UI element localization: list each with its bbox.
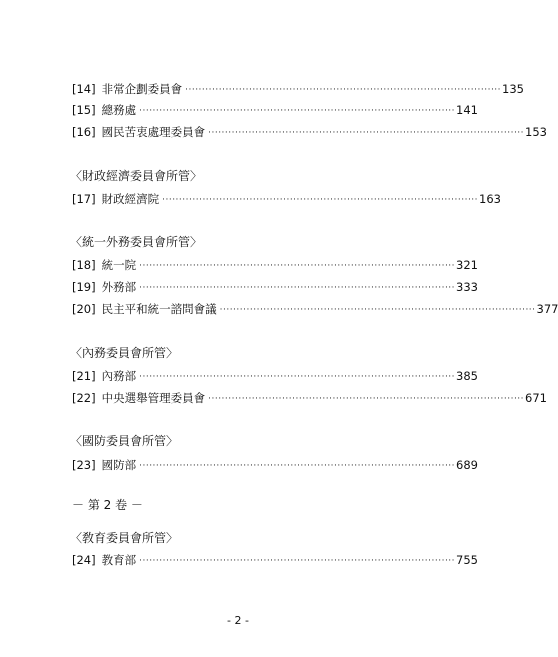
entry-title: 中央選舉管理委員會 [101,391,206,405]
entry-page: 385 [456,369,478,383]
toc-entry [72,192,501,206]
dot-leader: ······························································································ [139,261,456,271]
entry-title: 國防部 [101,458,137,472]
toc-entry [72,103,478,117]
entry-number: [18] [72,258,96,272]
section-heading: 〈國防委員會所管〉 [70,434,179,448]
entry-page: 141 [456,103,478,117]
entry-title: 統一院 [101,258,137,272]
entry-page: 135 [502,82,524,96]
entry-title: 民主平和統一諮問會議 [101,302,217,316]
entry-page: 671 [525,391,547,405]
entry-page: 377 [536,302,558,316]
section-heading: 〈財政經濟委員會所管〉 [70,169,203,183]
page-number: - 2 - [227,614,249,627]
entry-page: 689 [456,458,478,472]
dot-leader: ······························································································ [139,556,456,566]
entry-page: 333 [456,280,478,294]
section-heading: 〈統一外務委員會所管〉 [70,235,203,249]
entry-title: 財政經濟院 [101,192,160,206]
entry-number: [19] [72,280,96,294]
entry-number: [22] [72,391,96,405]
entry-title: 非常企劃委員會 [101,82,183,96]
toc-entry [72,391,547,405]
toc-entry [72,553,478,567]
toc-entry [72,369,478,383]
entry-number: [16] [72,125,96,139]
entry-title: 外務部 [101,280,137,294]
toc-entry [72,258,478,272]
entry-page: 163 [479,192,501,206]
entry-number: [23] [72,458,96,472]
dot-leader: ······························································································ [139,283,456,293]
dot-leader: ······························································································ [139,461,456,471]
dot-leader: ······························································································ [139,372,456,382]
volume-label: － 第 2 卷 － [72,498,143,512]
entry-title: 總務處 [101,103,137,117]
entry-number: [24] [72,553,96,567]
toc-entry [72,302,558,316]
dot-leader: ······························································································ [185,85,502,95]
entry-number: [21] [72,369,96,383]
dot-leader: ······························································································ [139,106,456,116]
dot-leader: ······························································································ [219,305,536,315]
entry-number: [20] [72,302,96,316]
toc-entry [72,82,524,96]
section-heading: 〈敎育委員會所管〉 [70,531,179,545]
entry-page: 321 [456,258,478,272]
entry-title: 教育部 [101,553,137,567]
entry-title: 國民苦衷處理委員會 [101,125,206,139]
dot-leader: ······························································································ [208,128,525,138]
section-heading: 〈內務委員會所管〉 [70,346,179,360]
toc-entry [72,280,478,294]
entry-page: 755 [456,553,478,567]
toc-entry [72,125,547,139]
entry-number: [14] [72,82,96,96]
toc-entry [72,458,478,472]
entry-number: [15] [72,103,96,117]
dot-leader: ······························································································ [208,394,525,404]
entry-title: 內務部 [101,369,137,383]
entry-number: [17] [72,192,96,206]
entry-page: 153 [525,125,547,139]
dot-leader: ······························································································ [162,195,479,205]
